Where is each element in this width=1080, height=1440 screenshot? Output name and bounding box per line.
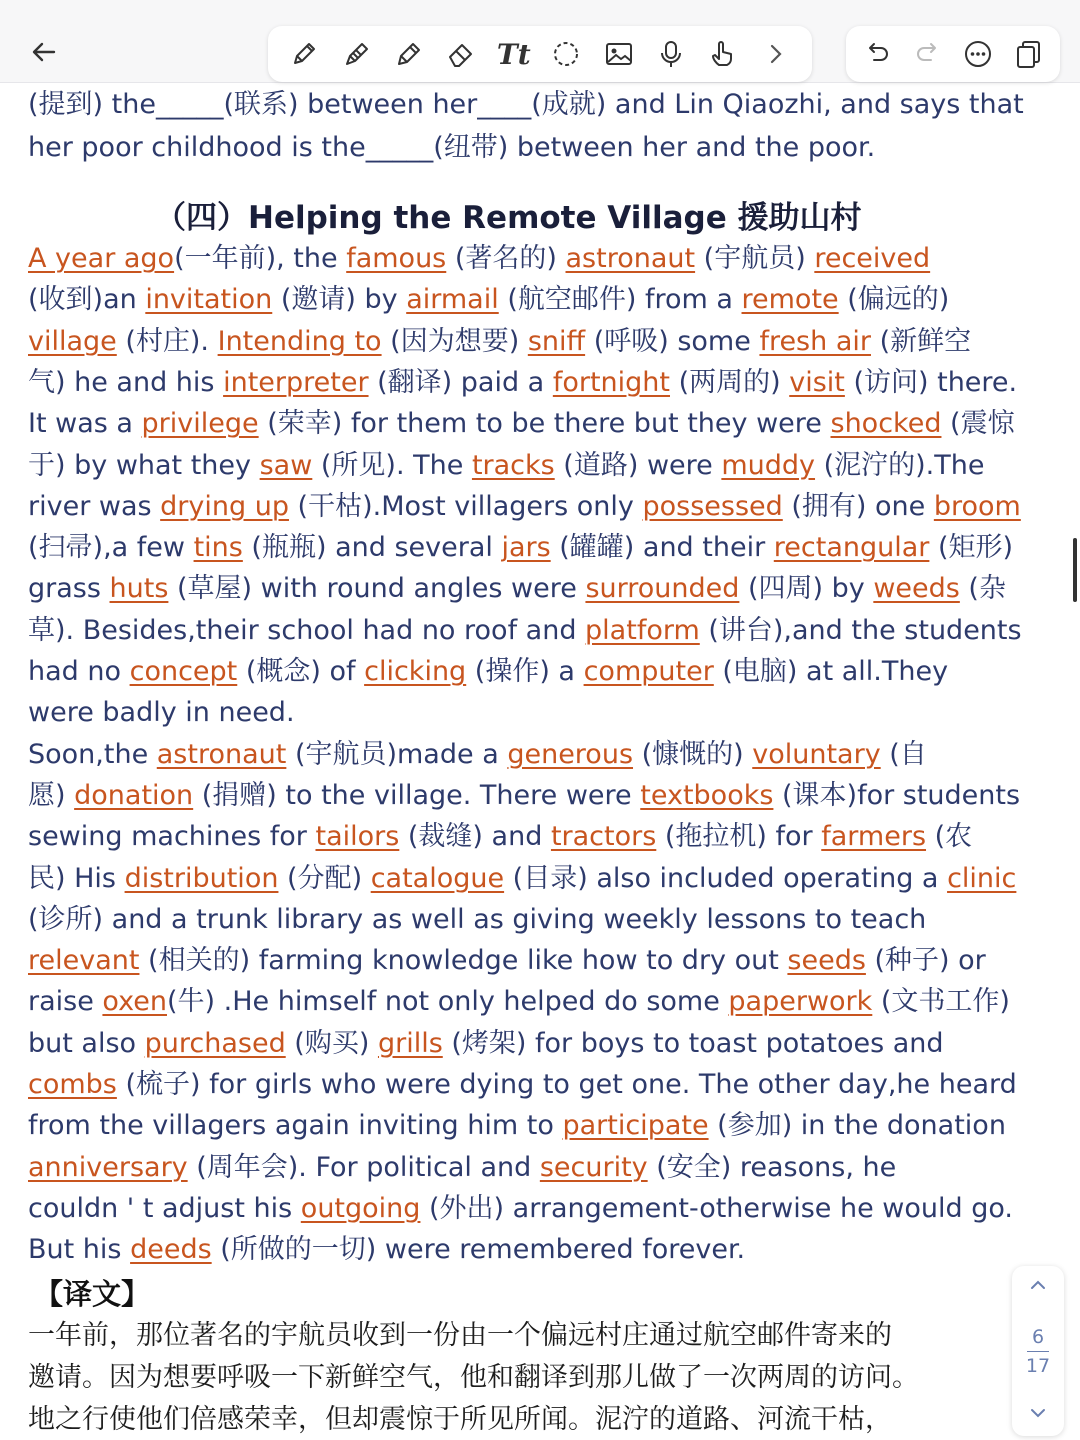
passage-line <box>28 734 927 775</box>
text-segment: 于) by what they <box>28 449 260 481</box>
vocab-keyword: airmail <box>406 284 499 316</box>
vocab-keyword: security <box>539 1151 648 1183</box>
passage-line <box>28 940 986 981</box>
chevron-up-icon <box>1027 1274 1049 1296</box>
vocab-keyword: clinic <box>947 862 1017 894</box>
text-segment: river was <box>28 490 161 522</box>
text-tool-button[interactable] <box>495 35 533 73</box>
text-segment: (杂 <box>959 573 1006 605</box>
text-segment: (扫帚),a few <box>28 532 194 564</box>
text-segment: from the villagers again inviting him to <box>28 1110 563 1142</box>
vocab-keyword: platform <box>585 614 700 646</box>
translation-title: 【译文】 <box>34 1277 151 1311</box>
vocab-keyword: shocked <box>830 408 942 440</box>
text-line <box>28 84 1024 125</box>
section-heading: （四）Helping the Remote Village 援助山村 <box>155 200 862 236</box>
text-segment: (四周) by <box>739 573 874 605</box>
vocab-keyword: distribution <box>124 862 279 894</box>
vocab-keyword: jars <box>501 532 551 564</box>
history-tools-group <box>846 26 1060 82</box>
text-segment: (拥有) one <box>782 490 934 522</box>
page-navigator <box>1012 1266 1064 1436</box>
text-segment: It was a <box>28 408 142 440</box>
text-segment: (目录) also included operating a <box>504 862 948 894</box>
text-segment: (种子) or <box>865 945 986 977</box>
pages-button[interactable] <box>1010 35 1048 73</box>
next-page-button[interactable] <box>1027 1402 1049 1428</box>
translation-line: 邀请。因为想要呼吸一下新鲜空气，他和翻译到那儿做了一次两周的访问。 <box>28 1362 919 1393</box>
vocab-keyword: donation <box>74 779 194 811</box>
vocab-keyword: Intending to <box>217 325 382 357</box>
microphone-icon <box>656 39 686 69</box>
text-line <box>28 127 875 168</box>
voice-tool-button[interactable] <box>652 35 690 73</box>
text-segment: grass <box>28 573 110 605</box>
passage-line <box>28 403 1015 444</box>
text-segment: (周年会). For political and <box>187 1151 540 1183</box>
eraser-tool-button[interactable] <box>442 35 480 73</box>
text-segment: (操作) a <box>466 656 584 687</box>
vocab-keyword: A year ago <box>28 243 175 274</box>
more-icon <box>963 39 993 69</box>
passage-line <box>28 527 1013 568</box>
text-segment: (分配) <box>278 862 371 894</box>
vocab-keyword: received <box>814 243 931 274</box>
passage-line <box>28 1229 745 1270</box>
vocab-keyword: tracks <box>471 449 555 481</box>
vocab-keyword: surrounded <box>585 573 740 605</box>
chevron-down-icon <box>1027 1402 1049 1424</box>
text-segment: her poor childhood is the_____(纽带) between her and the poor. <box>28 132 876 163</box>
vocab-keyword: computer <box>583 656 714 687</box>
text-segment: (自 <box>880 738 927 770</box>
passage-line <box>28 1105 1006 1146</box>
vocab-keyword: farmers <box>821 821 927 853</box>
pen-icon <box>394 39 424 69</box>
vocab-keyword: combs <box>28 1069 117 1100</box>
text-segment: (牛) .He himself not only helped do some <box>166 986 729 1018</box>
text-segment: had no <box>28 656 130 687</box>
text-segment: (荣幸) for them to be there but they were <box>258 408 831 440</box>
vocab-keyword: paperwork <box>728 986 873 1018</box>
text-segment: (草屋) with round angles were <box>168 573 586 605</box>
vocab-keyword: saw <box>259 449 313 481</box>
vocab-keyword: tailors <box>315 821 400 853</box>
vocab-keyword: weeds <box>873 573 960 605</box>
vocab-keyword: oxen <box>102 986 167 1018</box>
passage-line <box>28 1188 1013 1229</box>
scrollbar[interactable] <box>1073 538 1077 602</box>
vocab-keyword: fortnight <box>552 366 670 398</box>
vocab-keyword: grills <box>377 1027 443 1059</box>
passage-line <box>28 775 1020 816</box>
more-tools-button[interactable] <box>757 35 795 73</box>
text-segment: 草). Besides,their school had no roof and <box>28 614 586 646</box>
vocab-keyword: seeds <box>787 945 866 977</box>
text-segment: (新鲜空 <box>870 325 972 357</box>
text-segment: (概念) of <box>237 656 365 687</box>
text-segment: (农 <box>926 821 973 853</box>
image-icon <box>604 39 634 69</box>
pencil-tool-button[interactable] <box>285 35 323 73</box>
text-segment: (罐罐) and their <box>550 532 774 564</box>
vocab-keyword: village <box>28 325 117 357</box>
undo-icon <box>862 39 892 69</box>
text-tool-icon: Tt <box>496 37 531 71</box>
text-segment: (一年前), the <box>174 243 347 274</box>
text-segment: (裁缝) and <box>399 821 551 853</box>
text-segment: (慷慨的) <box>633 738 753 770</box>
vocab-keyword: famous <box>346 243 447 274</box>
text-segment: (因为想要) <box>381 325 528 357</box>
document-page[interactable] <box>0 82 1080 1440</box>
text-segment: (宇航员) <box>695 243 815 274</box>
text-segment: 愿) <box>28 779 75 811</box>
text-segment: (干枯).Most villagers only <box>288 490 643 522</box>
vocab-keyword: remote <box>741 284 839 316</box>
text-segment: (参加) in the donation <box>708 1110 1006 1142</box>
vocab-keyword: sniff <box>527 325 586 357</box>
text-segment: (道路) were <box>554 449 722 481</box>
vocab-keyword: voluntary <box>752 738 881 770</box>
text-segment: (安全) reasons, he <box>647 1151 897 1183</box>
lasso-icon <box>551 39 581 69</box>
total-page-count: 17 <box>1025 1354 1051 1377</box>
text-segment: (捐赠) to the village. There were <box>193 779 641 811</box>
passage-line <box>28 321 971 362</box>
back-arrow-icon <box>30 38 58 66</box>
undo-button[interactable] <box>858 35 896 73</box>
vocab-keyword: huts <box>109 573 169 605</box>
passage-line <box>28 362 1017 403</box>
text-segment: (电脑) at all.They <box>713 656 949 687</box>
vocab-keyword: textbooks <box>640 779 774 811</box>
vocab-keyword: concept <box>129 656 238 687</box>
page-indicator[interactable] <box>1026 1326 1050 1377</box>
drawing-tools-group <box>268 26 812 82</box>
text-segment: 气) he and his <box>28 366 224 398</box>
passage-line <box>28 238 930 279</box>
vocab-keyword: astronaut <box>156 738 287 770</box>
passage-line <box>28 445 984 486</box>
text-segment: (航空邮件) from a <box>498 284 742 316</box>
page-divider <box>1027 1351 1049 1352</box>
vocab-keyword: invitation <box>145 284 273 316</box>
back-button[interactable] <box>22 30 66 74</box>
redo-button[interactable] <box>909 35 947 73</box>
pen-tool-button[interactable] <box>390 35 428 73</box>
passage-line <box>28 279 949 320</box>
vocab-keyword: astronaut <box>565 243 696 274</box>
passage-line <box>28 486 1021 527</box>
hand-pointer-icon <box>708 39 738 69</box>
highlighter-icon <box>342 39 372 69</box>
text-segment: 民) His <box>28 862 125 894</box>
passage-line <box>28 1147 896 1188</box>
text-segment: Soon,the <box>28 738 157 770</box>
vocab-keyword: clicking <box>364 656 467 687</box>
text-segment: were badly in need. <box>28 697 295 729</box>
vocab-keyword: visit <box>789 366 845 398</box>
text-segment: (翻译) paid a <box>368 366 553 398</box>
vocab-keyword: participate <box>562 1110 709 1142</box>
passage-line <box>28 610 1022 651</box>
text-segment: (购买) <box>285 1027 378 1059</box>
text-segment: but also <box>28 1027 145 1059</box>
text-segment: (瓶瓶) and several <box>242 532 502 564</box>
text-segment: (文书工作) <box>872 986 1010 1018</box>
text-segment: raise <box>28 986 103 1018</box>
highlighter-tool-button[interactable] <box>338 35 376 73</box>
more-options-button[interactable] <box>959 35 997 73</box>
top-toolbar <box>0 0 1080 83</box>
vocab-keyword: rectangular <box>773 532 930 564</box>
text-segment: (课本)for students <box>773 779 1021 811</box>
lasso-tool-button[interactable] <box>547 35 585 73</box>
text-segment: (所见). The <box>312 449 472 481</box>
text-segment: (相关的) farming knowledge like how to dry out <box>139 945 788 977</box>
text-segment: (村庄). <box>116 325 218 357</box>
copy-pages-icon <box>1014 39 1044 69</box>
vocab-keyword: anniversary <box>28 1151 188 1183</box>
text-segment: (邀请) by <box>272 284 407 316</box>
text-segment: (偏远的) <box>838 284 950 316</box>
passage-line <box>28 981 1010 1022</box>
chevron-right-icon <box>761 39 791 69</box>
vocab-keyword: relevant <box>28 945 140 977</box>
text-segment: (宇航员)made a <box>286 738 508 770</box>
passage-line <box>28 1023 944 1064</box>
text-segment: (泥泞的).The <box>815 449 985 481</box>
text-segment: (矩形) <box>929 532 1014 564</box>
passage-line <box>28 651 948 692</box>
current-page-number: 6 <box>1031 1325 1045 1348</box>
text-segment: sewing machines for <box>28 821 316 853</box>
text-segment: (拖拉机) for <box>656 821 822 853</box>
text-segment: (烤架) for boys to toast potatoes and <box>442 1027 944 1059</box>
passage-line <box>28 899 926 940</box>
text-segment: (收到)an <box>28 284 146 316</box>
text-segment: (提到) the_____(联系) between her____(成就) and Lin Qiaozhi, and says that <box>28 89 1024 120</box>
hand-tool-button[interactable] <box>704 35 742 73</box>
passage-line <box>28 858 1016 899</box>
text-segment: (著名的) <box>446 243 566 274</box>
passage-line <box>28 692 295 733</box>
vocab-keyword: drying up <box>160 490 289 522</box>
eraser-icon <box>446 39 476 69</box>
vocab-keyword: privilege <box>141 408 259 440</box>
vocab-keyword: possessed <box>642 490 783 522</box>
vocab-keyword: deeds <box>130 1234 212 1266</box>
vocab-keyword: outgoing <box>300 1192 421 1224</box>
vocab-keyword: catalogue <box>370 862 505 894</box>
translation-line: 一年前，那位著名的宇航员收到一份由一个偏远村庄通过航空邮件寄来的 <box>28 1320 892 1351</box>
vocab-keyword: interpreter <box>223 366 369 398</box>
passage-line <box>28 816 972 857</box>
text-segment: (震惊 <box>941 408 1015 440</box>
image-tool-button[interactable] <box>600 35 638 73</box>
text-segment: But his <box>28 1234 131 1266</box>
text-segment: (梳子) for girls who were dying to get one. The other day,he heard <box>116 1069 1017 1100</box>
text-segment: (外出) arrangement-otherwise he would go. <box>420 1192 1013 1224</box>
text-segment: (两周的) <box>670 366 790 398</box>
text-segment: couldn ' t adjust his <box>28 1192 301 1224</box>
passage-line <box>28 1064 1017 1105</box>
text-segment: (诊所) and a trunk library as well as giving weekly lessons to teach <box>28 903 927 935</box>
vocab-keyword: tractors <box>550 821 657 853</box>
translation-line: 地之行使他们倍感荣幸，但却震惊于所见所闻。泥泞的道路、河流干枯， <box>28 1404 892 1435</box>
vocab-keyword: generous <box>507 738 634 770</box>
passage-line <box>28 568 1006 609</box>
vocab-keyword: tins <box>193 532 243 564</box>
vocab-keyword: broom <box>933 490 1021 522</box>
vocab-keyword: fresh air <box>759 325 871 357</box>
vocab-keyword: muddy <box>721 449 816 481</box>
text-segment: (呼吸) some <box>585 325 760 357</box>
previous-page-button[interactable] <box>1027 1274 1049 1300</box>
text-segment: (讲台),and the students <box>699 614 1022 646</box>
redo-icon <box>913 39 943 69</box>
text-segment: (所做的一切) were remembered forever. <box>211 1234 746 1266</box>
pencil-icon <box>289 39 319 69</box>
vocab-keyword: purchased <box>144 1027 286 1059</box>
text-segment: (访问) there. <box>844 366 1018 398</box>
